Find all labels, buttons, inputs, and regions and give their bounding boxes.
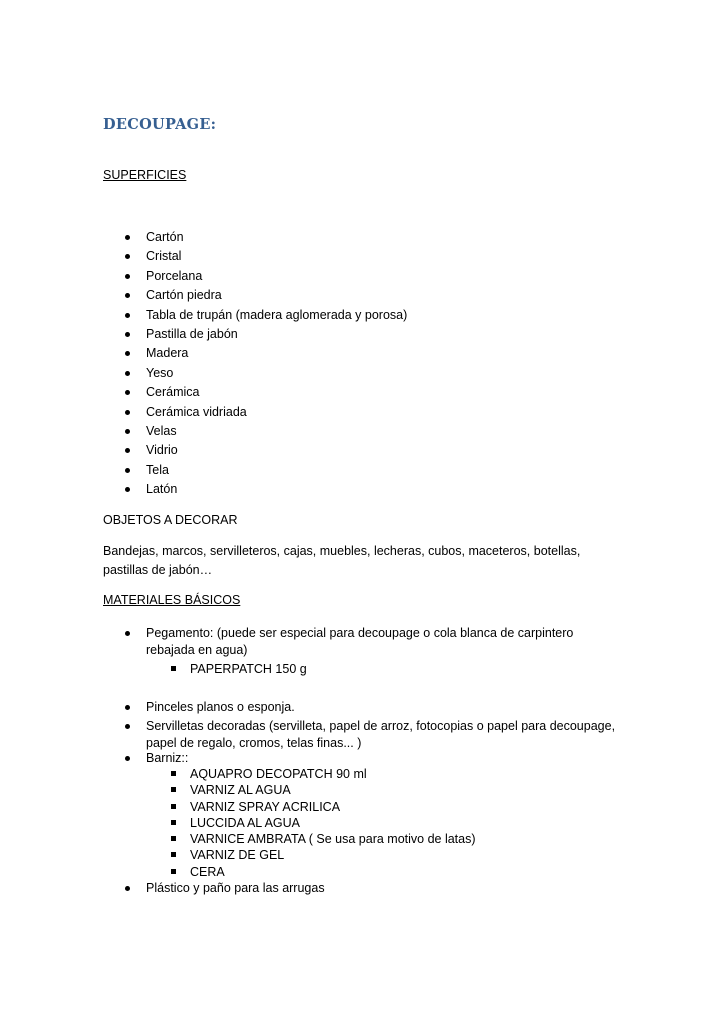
list-item: Porcelana xyxy=(103,267,407,286)
list-item: AQUAPRO DECOPATCH 90 ml xyxy=(190,766,476,782)
square-bullet-icon xyxy=(171,836,176,841)
bullet-icon xyxy=(125,390,130,395)
bullet-icon xyxy=(125,235,130,240)
document-page: DECOUPAGE: SUPERFICIES Cartón Cristal Porcelana Cartón piedra Tabla de trupán (madera aglomerada y porosa) Pastilla de jabón Madera Yeso Cerámica Cerámica vidriada Velas Vidrio Tela Latón OBJETOS A DECORAR Bandejas, marcos, servilleteros, cajas, muebles, lecheras, cubos, maceteros, botellas, pastillas de jabón… MATERIALES BÁSICOS Pegamento: (puede ser especial para decoupage o cola blanca de carpintero rebajada en agua) PAPERPATCH 150 g Pinceles planos o esponja. Servilletas decoradas (servilleta, papel de arroz, fotocopias o papel para decoupage, papel de regalo, cromos, telas finas... ) Barniz:: AQUAPRO DECOPATCH 90 ml VARNIZ AL AGUA VARNIZ SPRAY ACRILICA LUCCIDA AL AGUA VARNICE AMBRATA ( Se usa para motivo de latas) VARNIZ DE GEL CERA Plástico y paño para las arrugas xyxy=(0,0,719,1017)
list-item: Yeso xyxy=(103,364,407,383)
bullet-icon xyxy=(125,351,130,356)
list-item: Cartón xyxy=(103,228,407,247)
bullet-icon xyxy=(125,705,130,710)
square-bullet-icon xyxy=(171,771,176,776)
list-item: VARNICE AMBRATA ( Se usa para motivo de latas) xyxy=(190,831,476,847)
list-item: Cristal xyxy=(103,247,407,266)
list-item: Vidrio xyxy=(103,441,407,460)
bullet-icon xyxy=(125,468,130,473)
bullet-icon xyxy=(125,371,130,376)
bullet-icon xyxy=(125,631,130,636)
list-item: Velas xyxy=(103,422,407,441)
superficies-heading: SUPERFICIES xyxy=(103,168,187,182)
bullet-icon xyxy=(125,724,130,729)
list-item: Cartón piedra xyxy=(103,286,407,305)
list-item: Cerámica vidriada xyxy=(103,403,407,422)
barniz-sublist xyxy=(190,766,476,880)
bullet-icon xyxy=(125,293,130,298)
square-bullet-icon xyxy=(171,787,176,792)
superficies-list xyxy=(103,228,407,499)
list-item: Latón xyxy=(103,480,407,499)
list-item: LUCCIDA AL AGUA xyxy=(190,815,476,831)
square-bullet-icon xyxy=(171,804,176,809)
square-bullet-icon xyxy=(171,852,176,857)
bullet-icon xyxy=(125,429,130,434)
objetos-text: Bandejas, marcos, servilleteros, cajas, muebles, lecheras, cubos, maceteros, botellas, pastillas de jabón… xyxy=(103,544,581,577)
materiales-heading: MATERIALES BÁSICOS xyxy=(103,593,241,607)
list-item: VARNIZ AL AGUA xyxy=(190,782,476,798)
list-item: Tela xyxy=(103,461,407,480)
bullet-icon xyxy=(125,448,130,453)
objetos-heading: OBJETOS A DECORAR xyxy=(103,513,238,527)
square-bullet-icon xyxy=(171,820,176,825)
list-item: VARNIZ DE GEL xyxy=(190,847,476,863)
list-item: Tabla de trupán (madera aglomerada y porosa) xyxy=(103,306,407,325)
bullet-icon xyxy=(125,886,130,891)
list-item: Pastilla de jabón xyxy=(103,325,407,344)
bullet-icon xyxy=(125,332,130,337)
square-bullet-icon xyxy=(171,869,176,874)
document-title: DECOUPAGE: xyxy=(103,116,217,133)
list-item: PAPERPATCH 150 g xyxy=(190,661,307,677)
bullet-icon xyxy=(125,487,130,492)
bullet-icon xyxy=(125,254,130,259)
bullet-icon xyxy=(125,274,130,279)
list-item: CERA xyxy=(190,864,476,880)
list-item: Madera xyxy=(103,344,407,363)
list-item: Cerámica xyxy=(103,383,407,402)
bullet-icon xyxy=(125,756,130,761)
list-item: VARNIZ SPRAY ACRILICA xyxy=(190,799,476,815)
square-bullet-icon xyxy=(171,666,176,671)
bullet-icon xyxy=(125,410,130,415)
bullet-icon xyxy=(125,313,130,318)
pegamento-sublist xyxy=(190,661,307,677)
